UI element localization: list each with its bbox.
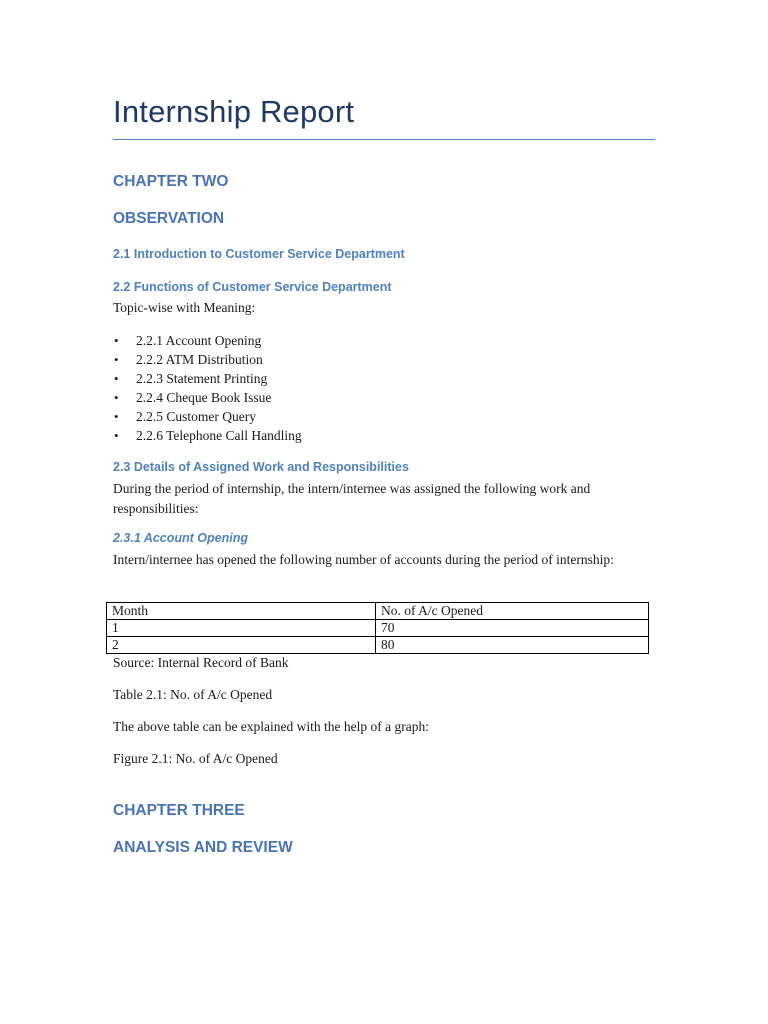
figure-caption: Figure 2.1: No. of A/c Opened bbox=[113, 751, 278, 766]
list-item-text: 2.2.3 Statement Printing bbox=[136, 371, 268, 387]
section-2-1-heading: 2.1 Introduction to Customer Service Department bbox=[113, 247, 405, 261]
chapter-two-heading: CHAPTER TWO bbox=[113, 173, 229, 190]
bullet-icon: • bbox=[114, 371, 119, 387]
table-row bbox=[107, 620, 649, 637]
list-item-text: 2.2.2 ATM Distribution bbox=[136, 352, 263, 368]
table-header-cell: No. of A/c Opened bbox=[376, 603, 649, 620]
list-item-text: 2.2.6 Telephone Call Handling bbox=[136, 428, 302, 444]
table-cell: 1 bbox=[107, 620, 376, 637]
accounts-opened-table bbox=[106, 602, 649, 654]
list-item bbox=[113, 369, 302, 388]
bullet-icon: • bbox=[114, 352, 119, 368]
bullet-icon: • bbox=[114, 333, 119, 348]
list-item bbox=[113, 407, 302, 426]
section-2-3-1-body: Intern/internee has opened the following number of accounts during the period of internship: bbox=[113, 552, 614, 567]
list-item bbox=[113, 331, 302, 350]
section-2-3-heading: 2.3 Details of Assigned Work and Responsibilities bbox=[113, 460, 409, 474]
table-cell: 2 bbox=[107, 637, 376, 654]
section-2-3-1-heading: 2.3.1 Account Opening bbox=[113, 531, 248, 545]
table-row bbox=[107, 637, 649, 654]
list-item bbox=[113, 426, 302, 445]
list-item bbox=[113, 388, 302, 407]
table-cell: 80 bbox=[376, 637, 649, 654]
table-header-cell: Month bbox=[107, 603, 376, 620]
list-item-text: 2.2.4 Cheque Book Issue bbox=[136, 390, 272, 406]
title-underline bbox=[113, 139, 655, 140]
section-2-3-body: During the period of internship, the intern/internee was assigned the following work and responsibilities: bbox=[113, 481, 591, 516]
document-title: Internship Report bbox=[113, 94, 355, 129]
observation-heading: OBSERVATION bbox=[113, 210, 225, 227]
section-2-2-intro: Topic-wise with Meaning: bbox=[113, 300, 256, 315]
bullet-icon: • bbox=[114, 390, 119, 406]
list-item-text: 2.2.1 Account Opening bbox=[136, 333, 262, 348]
bullet-icon: • bbox=[114, 409, 119, 425]
graph-intro: The above table can be explained with the help of a graph: bbox=[113, 719, 429, 734]
analysis-review-heading: ANALYSIS AND REVIEW bbox=[113, 839, 293, 856]
table-cell: 70 bbox=[376, 620, 649, 637]
list-item-text: 2.2.5 Customer Query bbox=[136, 409, 256, 425]
list-item bbox=[113, 350, 302, 369]
functions-list bbox=[113, 331, 302, 446]
bullet-icon: • bbox=[114, 428, 119, 444]
chapter-three-heading: CHAPTER THREE bbox=[113, 802, 245, 819]
table-header-row bbox=[107, 603, 649, 620]
section-2-2-heading: 2.2 Functions of Customer Service Department bbox=[113, 280, 392, 294]
table-source: Source: Internal Record of Bank bbox=[113, 655, 289, 670]
table-caption: Table 2.1: No. of A/c Opened bbox=[113, 687, 273, 702]
